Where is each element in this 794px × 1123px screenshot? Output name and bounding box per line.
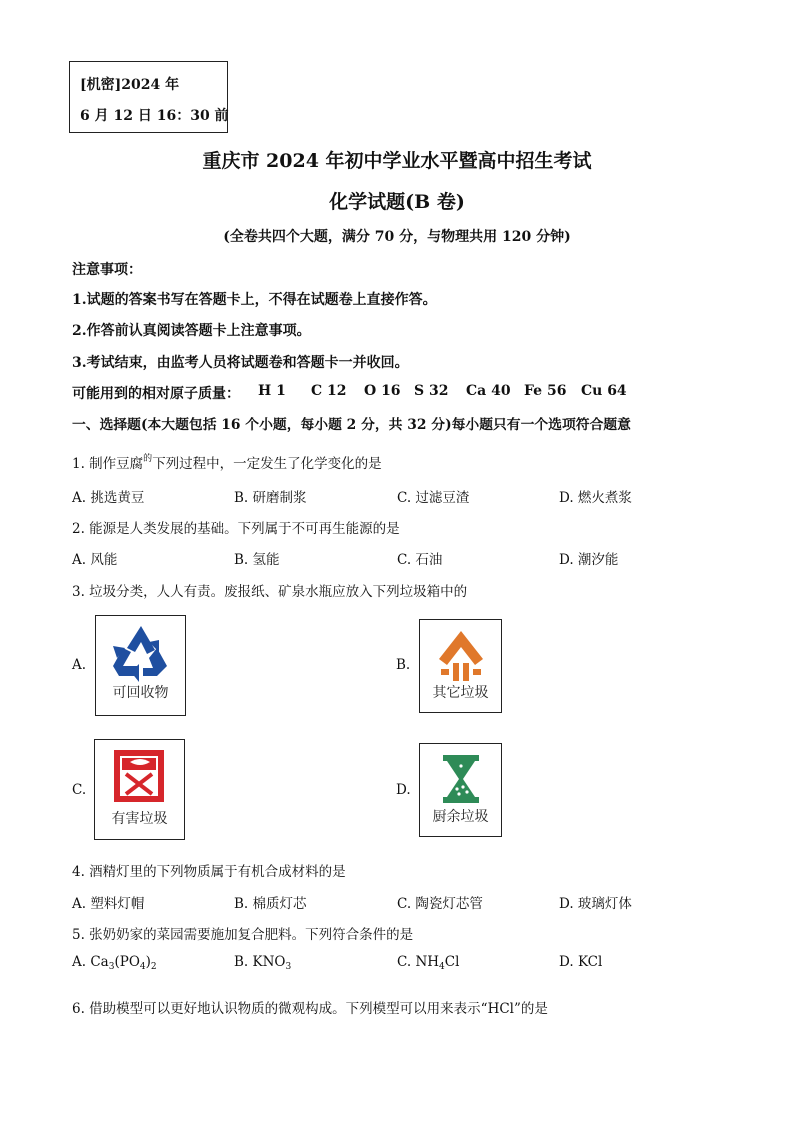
question-3-option-c-letter[interactable]: C. [72, 782, 87, 798]
section-heading: 一、选择题(本大题包括 16 个小题，每小题 2 分，共 32 分)每小题只有一个选项符合题意 [72, 417, 631, 433]
question-4-option-d[interactable]: D. 玻璃灯体 [559, 896, 632, 912]
notice-item-3: 3.考试结束，由监考人员将试题卷和答题卡一并收回。 [72, 355, 409, 371]
formula-part: Ca [90, 954, 109, 970]
question-5-stem: 5. 张奶奶家的菜园需要施加复合肥料。下列符合条件的是 [72, 927, 414, 943]
question-3-stem: 3. 垃圾分类，人人有责。废报纸、矿泉水瓶应放入下列垃圾箱中的 [72, 584, 468, 600]
notice-item-2: 2.作答前认真阅读答题卡上注意事项。 [72, 323, 311, 339]
question-6-stem: 6. 借助模型可以更好地认识物质的微观构成。下列模型可以用来表示“HCl”的是 [72, 1001, 548, 1017]
question-2-option-a[interactable]: A. 风能 [72, 552, 118, 568]
formula-part: KNO [252, 954, 286, 970]
question-3-option-d-letter[interactable]: D. [396, 782, 411, 798]
atomic-mass-o: O 16 [364, 383, 401, 399]
formula-subscript: 3 [108, 962, 115, 972]
question-5-option-c[interactable] [397, 954, 459, 970]
paper-subtitle: 化学试题(B 卷) [329, 191, 465, 213]
atomic-mass-c: C 12 [311, 383, 347, 399]
atomic-mass-ca: Ca 40 [466, 383, 511, 399]
other-waste-icon [421, 625, 501, 685]
option-a-letter: A. [72, 954, 87, 970]
question-1-option-c[interactable]: C. 过滤豆渣 [397, 490, 470, 506]
formula-subscript: 3 [285, 962, 292, 972]
formula-part: Cl [444, 954, 460, 970]
question-4-option-b[interactable]: B. 棉质灯芯 [234, 896, 307, 912]
question-1-stem-rest: 下列过程中，一定发生了化学变化的是 [152, 456, 382, 472]
question-4-option-c[interactable]: C. 陶瓷灯芯管 [397, 896, 483, 912]
confidential-line-2: 6 月 12 日 16：30 前 [80, 108, 229, 124]
formula-subscript: 2 [150, 962, 157, 972]
recycle-icon [97, 622, 185, 686]
question-4-option-a[interactable]: A. 塑料灯帽 [72, 896, 145, 912]
formula-part: ) [145, 954, 151, 970]
option-d-letter: D. [559, 954, 574, 970]
atomic-mass-fe: Fe 56 [524, 383, 567, 399]
formula-part: (PO [114, 954, 140, 970]
question-3-option-a-letter[interactable]: A. [72, 657, 87, 673]
atomic-mass-h: H 1 [258, 383, 286, 399]
atomic-mass-s: S 32 [414, 383, 449, 399]
other-waste-bin-sign[interactable] [419, 619, 502, 713]
question-5-option-a[interactable] [72, 954, 157, 970]
confidential-line-1: [机密]2024 年 [80, 77, 180, 93]
atomic-mass-cu: Cu 64 [581, 383, 627, 399]
question-2-option-d[interactable]: D. 潮汐能 [559, 552, 619, 568]
other-waste-label: 其它垃圾 [432, 685, 489, 701]
option-b-letter: B. [234, 954, 249, 970]
question-2-option-c[interactable]: C. 石油 [397, 552, 443, 568]
exam-title: 重庆市 2024 年初中学业水平暨高中招生考试 [202, 150, 592, 172]
question-1-option-d[interactable]: D. 燃火煮浆 [559, 490, 632, 506]
question-1-stem-mark: 的 [143, 454, 153, 464]
option-a-formula [90, 954, 156, 970]
question-1-option-b[interactable]: B. 研磨制浆 [234, 490, 307, 506]
option-b-formula [253, 954, 292, 970]
formula-subscript: 4 [439, 962, 445, 972]
formula-part: NH [415, 954, 440, 970]
question-2-option-b[interactable]: B. 氢能 [234, 552, 280, 568]
question-5-option-b[interactable] [234, 954, 291, 970]
question-4-stem: 4. 酒精灯里的下列物质属于有机合成材料的是 [72, 864, 346, 880]
hazardous-waste-bin-sign[interactable] [94, 739, 185, 840]
question-5-option-d[interactable] [559, 954, 602, 970]
formula-subscript: 4 [139, 962, 146, 972]
question-1-option-a[interactable]: A. 挑选黄豆 [72, 490, 145, 506]
notice-heading: 注意事项： [72, 262, 142, 278]
option-c-letter: C. [397, 954, 412, 970]
kitchen-waste-bin-sign[interactable] [419, 743, 502, 837]
hazardous-waste-icon [96, 746, 184, 810]
question-2-stem: 2. 能源是人类发展的基础。下列属于不可再生能源的是 [72, 521, 400, 537]
question-3-option-b-letter[interactable]: B. [396, 657, 411, 673]
recyclable-label: 可回收物 [112, 685, 169, 701]
exam-note: (全卷共四个大题，满分 70 分，与物理共用 120 分钟) [223, 229, 571, 245]
atomic-mass-label: 可能用到的相对原子质量： [72, 386, 240, 402]
recyclable-bin-sign[interactable] [95, 615, 186, 716]
notice-item-1: 1.试题的答案书写在答题卡上，不得在试题卷上直接作答。 [72, 292, 437, 308]
kitchen-waste-icon [421, 749, 501, 809]
question-1-stem [72, 452, 382, 472]
question-1-stem-start: 1. 制作豆腐 [72, 456, 144, 472]
hazardous-waste-label: 有害垃圾 [111, 811, 168, 827]
kitchen-waste-label: 厨余垃圾 [432, 809, 489, 825]
option-c-formula [415, 954, 459, 970]
option-d-formula: KCl [577, 954, 603, 970]
